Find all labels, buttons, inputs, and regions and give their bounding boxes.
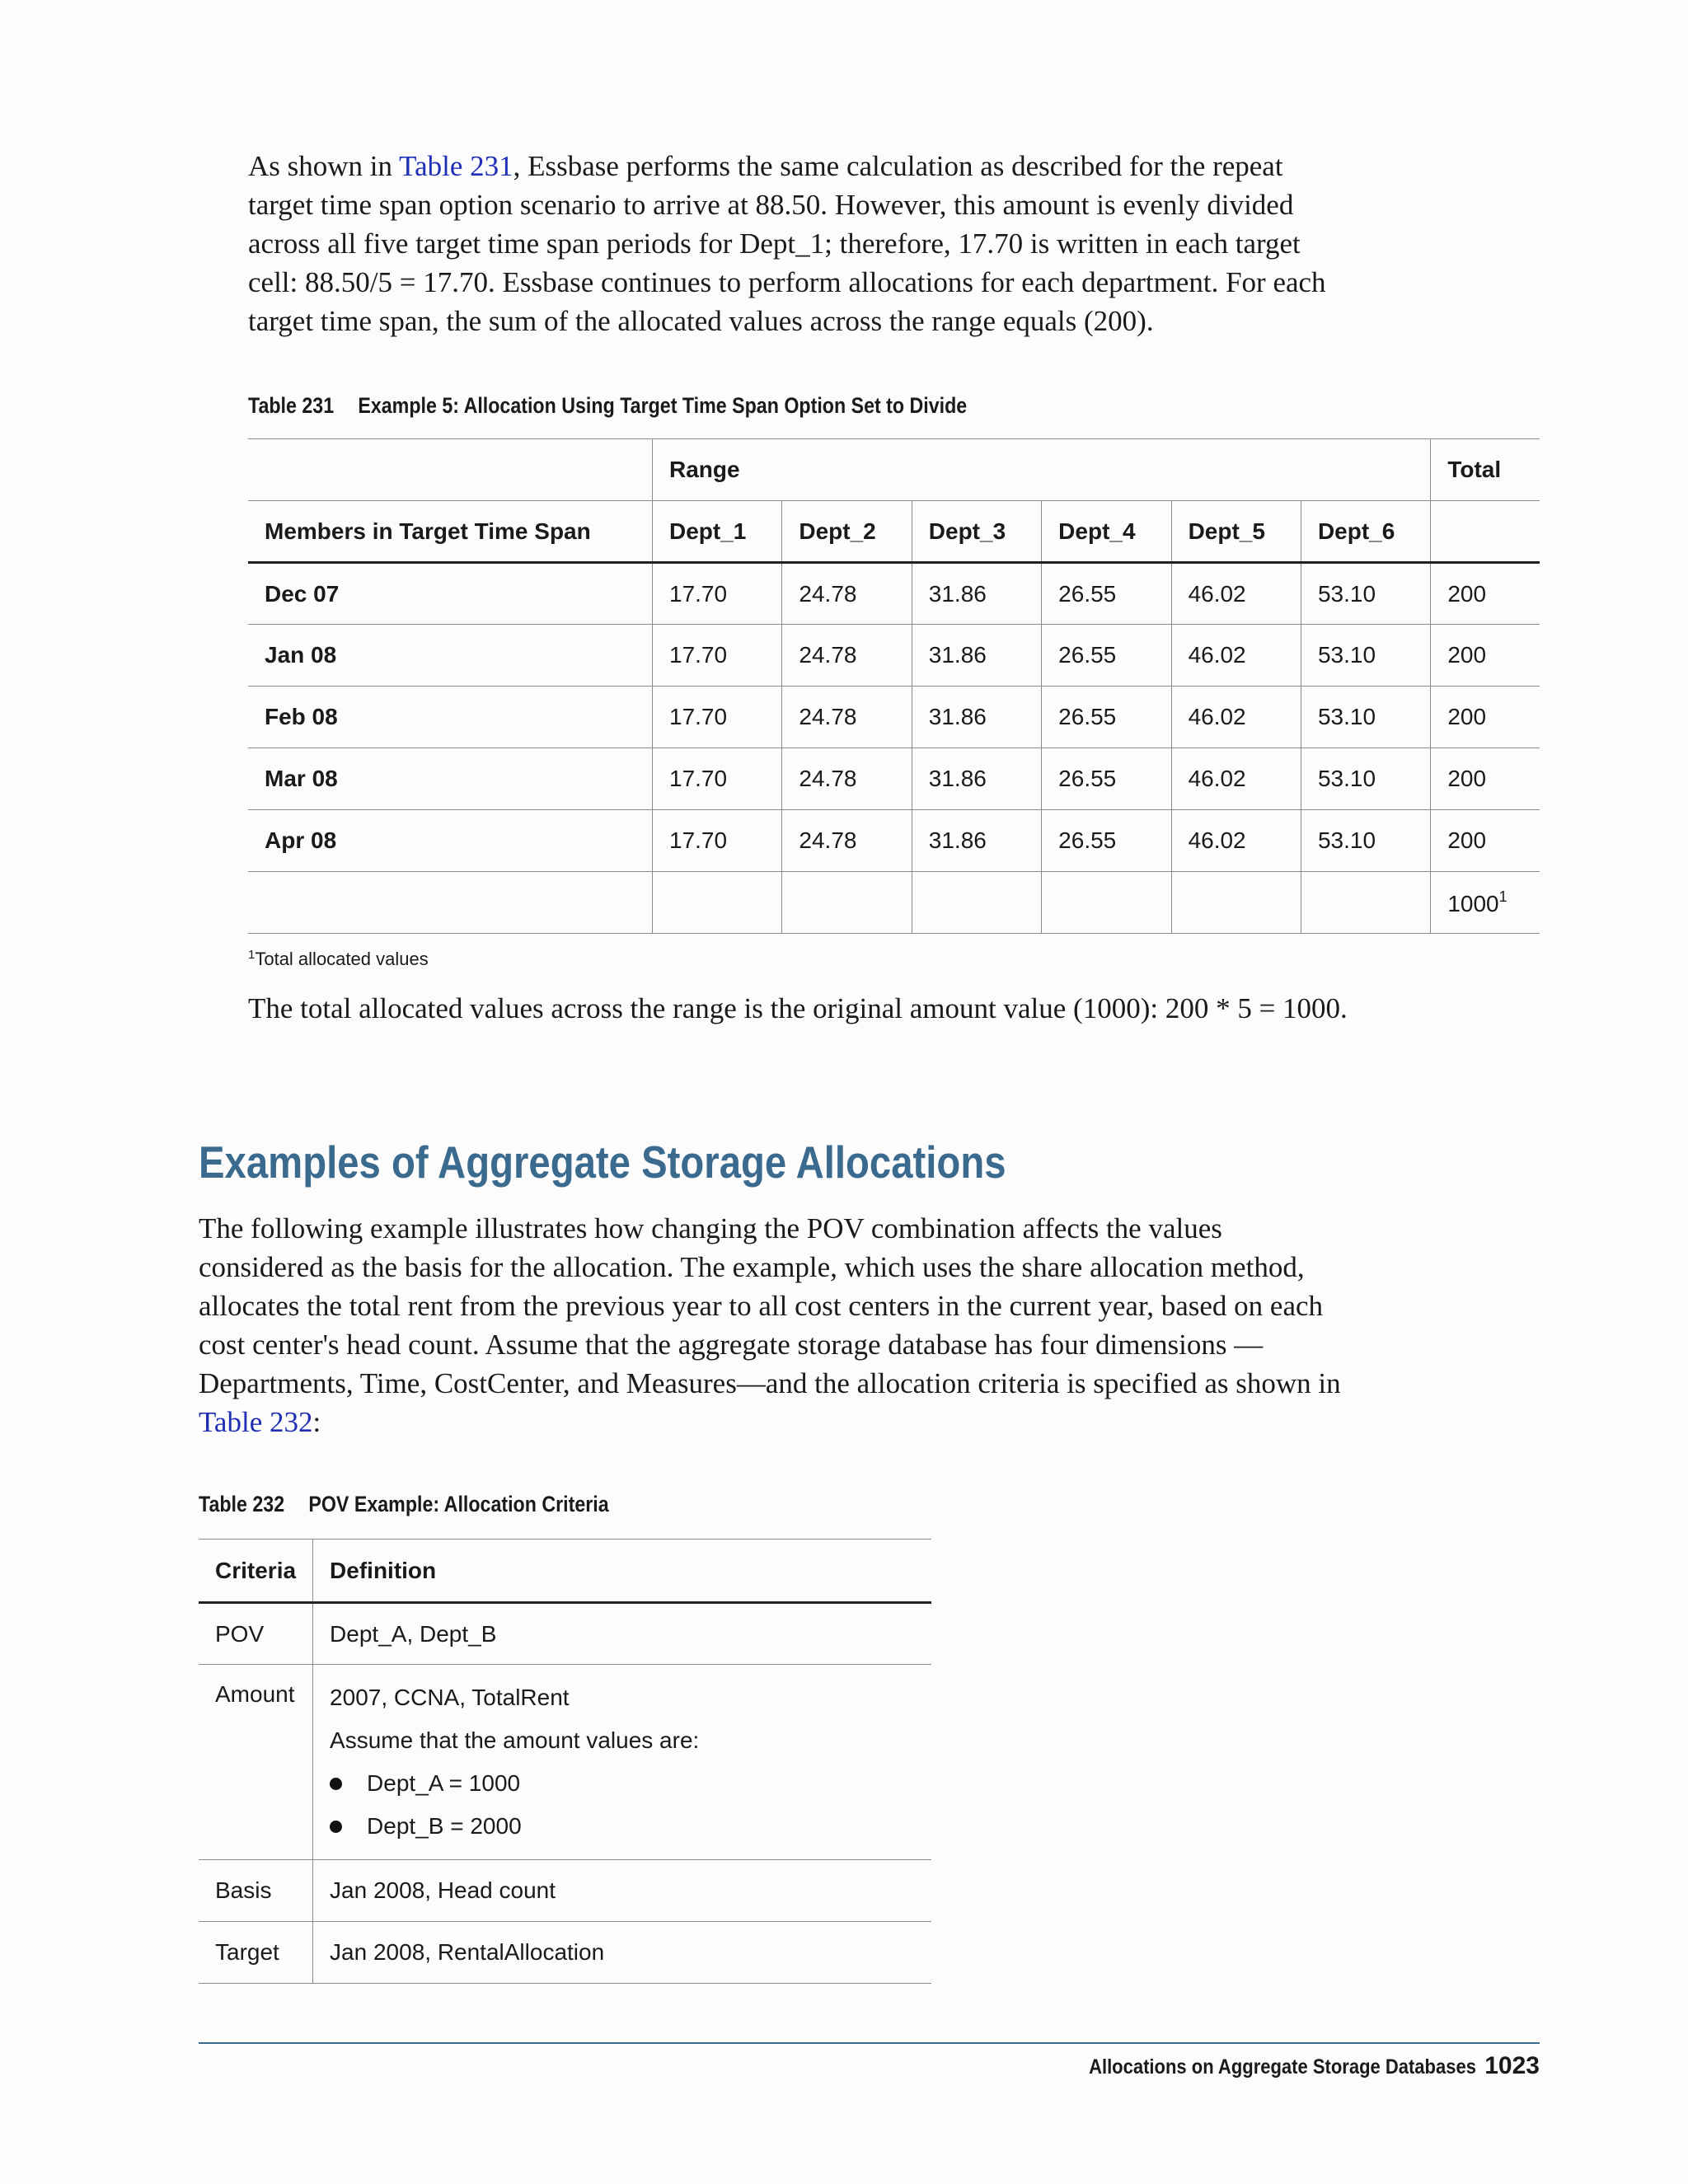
- table-cell: 53.10: [1301, 810, 1430, 872]
- section-heading: Examples of Aggregate Storage Allocations: [199, 1137, 1006, 1188]
- table-row: [199, 1665, 931, 1860]
- footer-section-title: Allocations on Aggregate Storage Databases: [1089, 2055, 1477, 2079]
- table-232-caption-number: Table 232: [199, 1492, 285, 1516]
- amount-definition-text: 2007, CCNA, TotalRent: [330, 1685, 570, 1710]
- empty-cell: [653, 872, 782, 934]
- grand-total-row: [248, 872, 1540, 934]
- dept-3-header: Dept_3: [912, 501, 1041, 563]
- table-cell: 31.86: [912, 563, 1041, 625]
- table-cell: 26.55: [1042, 748, 1171, 810]
- table-row: [248, 748, 1540, 810]
- table-row: [248, 563, 1540, 625]
- intro-text-start: As shown in: [248, 150, 400, 182]
- dept-2-header: Dept_2: [782, 501, 912, 563]
- empty-cell: [248, 872, 653, 934]
- section-text-end: :: [312, 1406, 321, 1438]
- list-item: [330, 1805, 915, 1848]
- table-cell: 46.02: [1171, 748, 1301, 810]
- criteria-basis: Basis: [199, 1860, 313, 1922]
- row-label: Dec 07: [248, 563, 653, 625]
- section-text-start: The following example illustrates how changing the POV combination affects the values considered as the basis for the allocation. The example, which uses the share allocation method, allocates the total rent from the previous year to all cost centers in the current year, based on each cost center's head count. Assume that the aggregate storage database has four dimensions —Departments, Time, CostCenter, and Measures—and the allocation criteria is specified as shown in: [199, 1212, 1341, 1399]
- row-label: Mar 08: [248, 748, 653, 810]
- table-cell: 24.78: [782, 748, 912, 810]
- pov-criteria-table-232: [199, 1539, 931, 1984]
- table-cell: 46.02: [1171, 563, 1301, 625]
- table-cell: 26.55: [1042, 563, 1171, 625]
- table-row: [199, 1603, 931, 1665]
- bullet-text: Dept_B = 2000: [367, 1813, 522, 1839]
- intro-paragraph: [248, 147, 1353, 340]
- table-232-link[interactable]: Table 232: [199, 1406, 313, 1438]
- row-total: 200: [1431, 687, 1540, 748]
- criteria-pov: POV: [199, 1603, 313, 1665]
- table-cell: 53.10: [1301, 625, 1430, 687]
- table-232-caption-title: POV Example: Allocation Criteria: [308, 1492, 609, 1516]
- table-cell: 17.70: [653, 810, 782, 872]
- page-number: 1023: [1484, 2052, 1540, 2079]
- allocation-table-231: [248, 438, 1540, 934]
- table-cell: 53.10: [1301, 563, 1430, 625]
- table-row: [248, 687, 1540, 748]
- table-231-caption-title: Example 5: Allocation Using Target Time Span Option Set to Divide: [358, 393, 968, 418]
- definition-pov: Dept_A, Dept_B: [313, 1603, 931, 1665]
- table-row: [199, 1860, 931, 1922]
- row-label: Feb 08: [248, 687, 653, 748]
- table-cell: 24.78: [782, 563, 912, 625]
- table-cell: 31.86: [912, 625, 1041, 687]
- total-explanation-paragraph: The total allocated values across the range is the original amount value (1000): 200 * 5 = 1000.: [248, 992, 1348, 1024]
- intro-text-end: , Essbase performs the same calculation as described for the repeat target time span option scenario to arrive at 88.50. However, this amount is evenly divided across all five target time span periods for Dept_1; therefore, 17.70 is written in each target cell: 88.50/5 = 17.70. Essbase continues to perform allocations for each department. For each target time span, the sum of the allocated values across the range equals (200).: [248, 150, 1326, 337]
- grand-total-value: 1000: [1447, 890, 1499, 916]
- table-cell: 26.55: [1042, 687, 1171, 748]
- table-cell: 46.02: [1171, 625, 1301, 687]
- footnote-text: Total allocated values: [255, 949, 429, 969]
- table-231-link[interactable]: Table 231: [399, 150, 513, 182]
- empty-cell: [1301, 872, 1430, 934]
- footnote-mark: 1: [248, 948, 256, 962]
- dept-1-header: Dept_1: [653, 501, 782, 563]
- dept-4-header: Dept_4: [1042, 501, 1171, 563]
- row-label: Jan 08: [248, 625, 653, 687]
- bullet-text: Dept_A = 1000: [367, 1770, 521, 1796]
- table-cell: 17.70: [653, 625, 782, 687]
- row-total: 200: [1431, 563, 1540, 625]
- bullet-icon: [330, 1778, 342, 1790]
- section-paragraph: [199, 1209, 1353, 1441]
- criteria-target: Target: [199, 1922, 313, 1984]
- table-cell: 46.02: [1171, 810, 1301, 872]
- table-cell: 46.02: [1171, 687, 1301, 748]
- table-cell: 24.78: [782, 625, 912, 687]
- definition-target: Jan 2008, RentalAllocation: [313, 1922, 931, 1984]
- table-cell: 26.55: [1042, 625, 1171, 687]
- bullet-icon: [330, 1821, 342, 1833]
- range-header: Range: [653, 439, 1431, 501]
- empty-cell: [1042, 872, 1171, 934]
- table-row: [248, 625, 1540, 687]
- table-232-caption: [199, 1492, 609, 1517]
- table-cell: 24.78: [782, 687, 912, 748]
- table-cell: 17.70: [653, 687, 782, 748]
- table-cell: 53.10: [1301, 687, 1430, 748]
- dept-6-header: Dept_6: [1301, 501, 1430, 563]
- criteria-amount: Amount: [199, 1665, 313, 1860]
- criteria-column-header: Criteria: [199, 1540, 313, 1603]
- footer-divider: [199, 2042, 1540, 2044]
- table-cell: 31.86: [912, 810, 1041, 872]
- table-cell: 31.86: [912, 687, 1041, 748]
- row-total: 200: [1431, 625, 1540, 687]
- page-footer: [1036, 2052, 1540, 2080]
- total-header: Total: [1431, 439, 1540, 501]
- definition-basis: Jan 2008, Head count: [313, 1860, 931, 1922]
- definition-column-header: Definition: [313, 1540, 931, 1603]
- grand-total-cell: [1431, 872, 1540, 934]
- table-232-header-row: [199, 1540, 931, 1603]
- table-231-caption-number: Table 231: [248, 393, 335, 418]
- members-column-header: Members in Target Time Span: [248, 501, 653, 563]
- table-cell: 17.70: [653, 748, 782, 810]
- empty-cell: [782, 872, 912, 934]
- row-label: Apr 08: [248, 810, 653, 872]
- footnote-reference: 1: [1498, 888, 1507, 905]
- total-subheader-empty: [1431, 501, 1540, 563]
- table-231-column-header-row: [248, 501, 1540, 563]
- table-row: [199, 1922, 931, 1984]
- table-cell: 53.10: [1301, 748, 1430, 810]
- table-231-group-header-row: [248, 439, 1540, 501]
- table-cell: 26.55: [1042, 810, 1171, 872]
- table-row: [248, 810, 1540, 872]
- table-231-corner-cell: [248, 439, 653, 501]
- table-231-caption: [248, 393, 967, 419]
- definition-amount: [313, 1665, 931, 1860]
- row-total: 200: [1431, 810, 1540, 872]
- table-231-footnote: [248, 948, 429, 970]
- table-cell: 17.70: [653, 563, 782, 625]
- empty-cell: [1171, 872, 1301, 934]
- table-cell: 31.86: [912, 748, 1041, 810]
- empty-cell: [912, 872, 1041, 934]
- row-total: 200: [1431, 748, 1540, 810]
- list-item: [330, 1762, 915, 1805]
- amount-note: Assume that the amount values are:: [330, 1727, 700, 1753]
- dept-5-header: Dept_5: [1171, 501, 1301, 563]
- table-cell: 24.78: [782, 810, 912, 872]
